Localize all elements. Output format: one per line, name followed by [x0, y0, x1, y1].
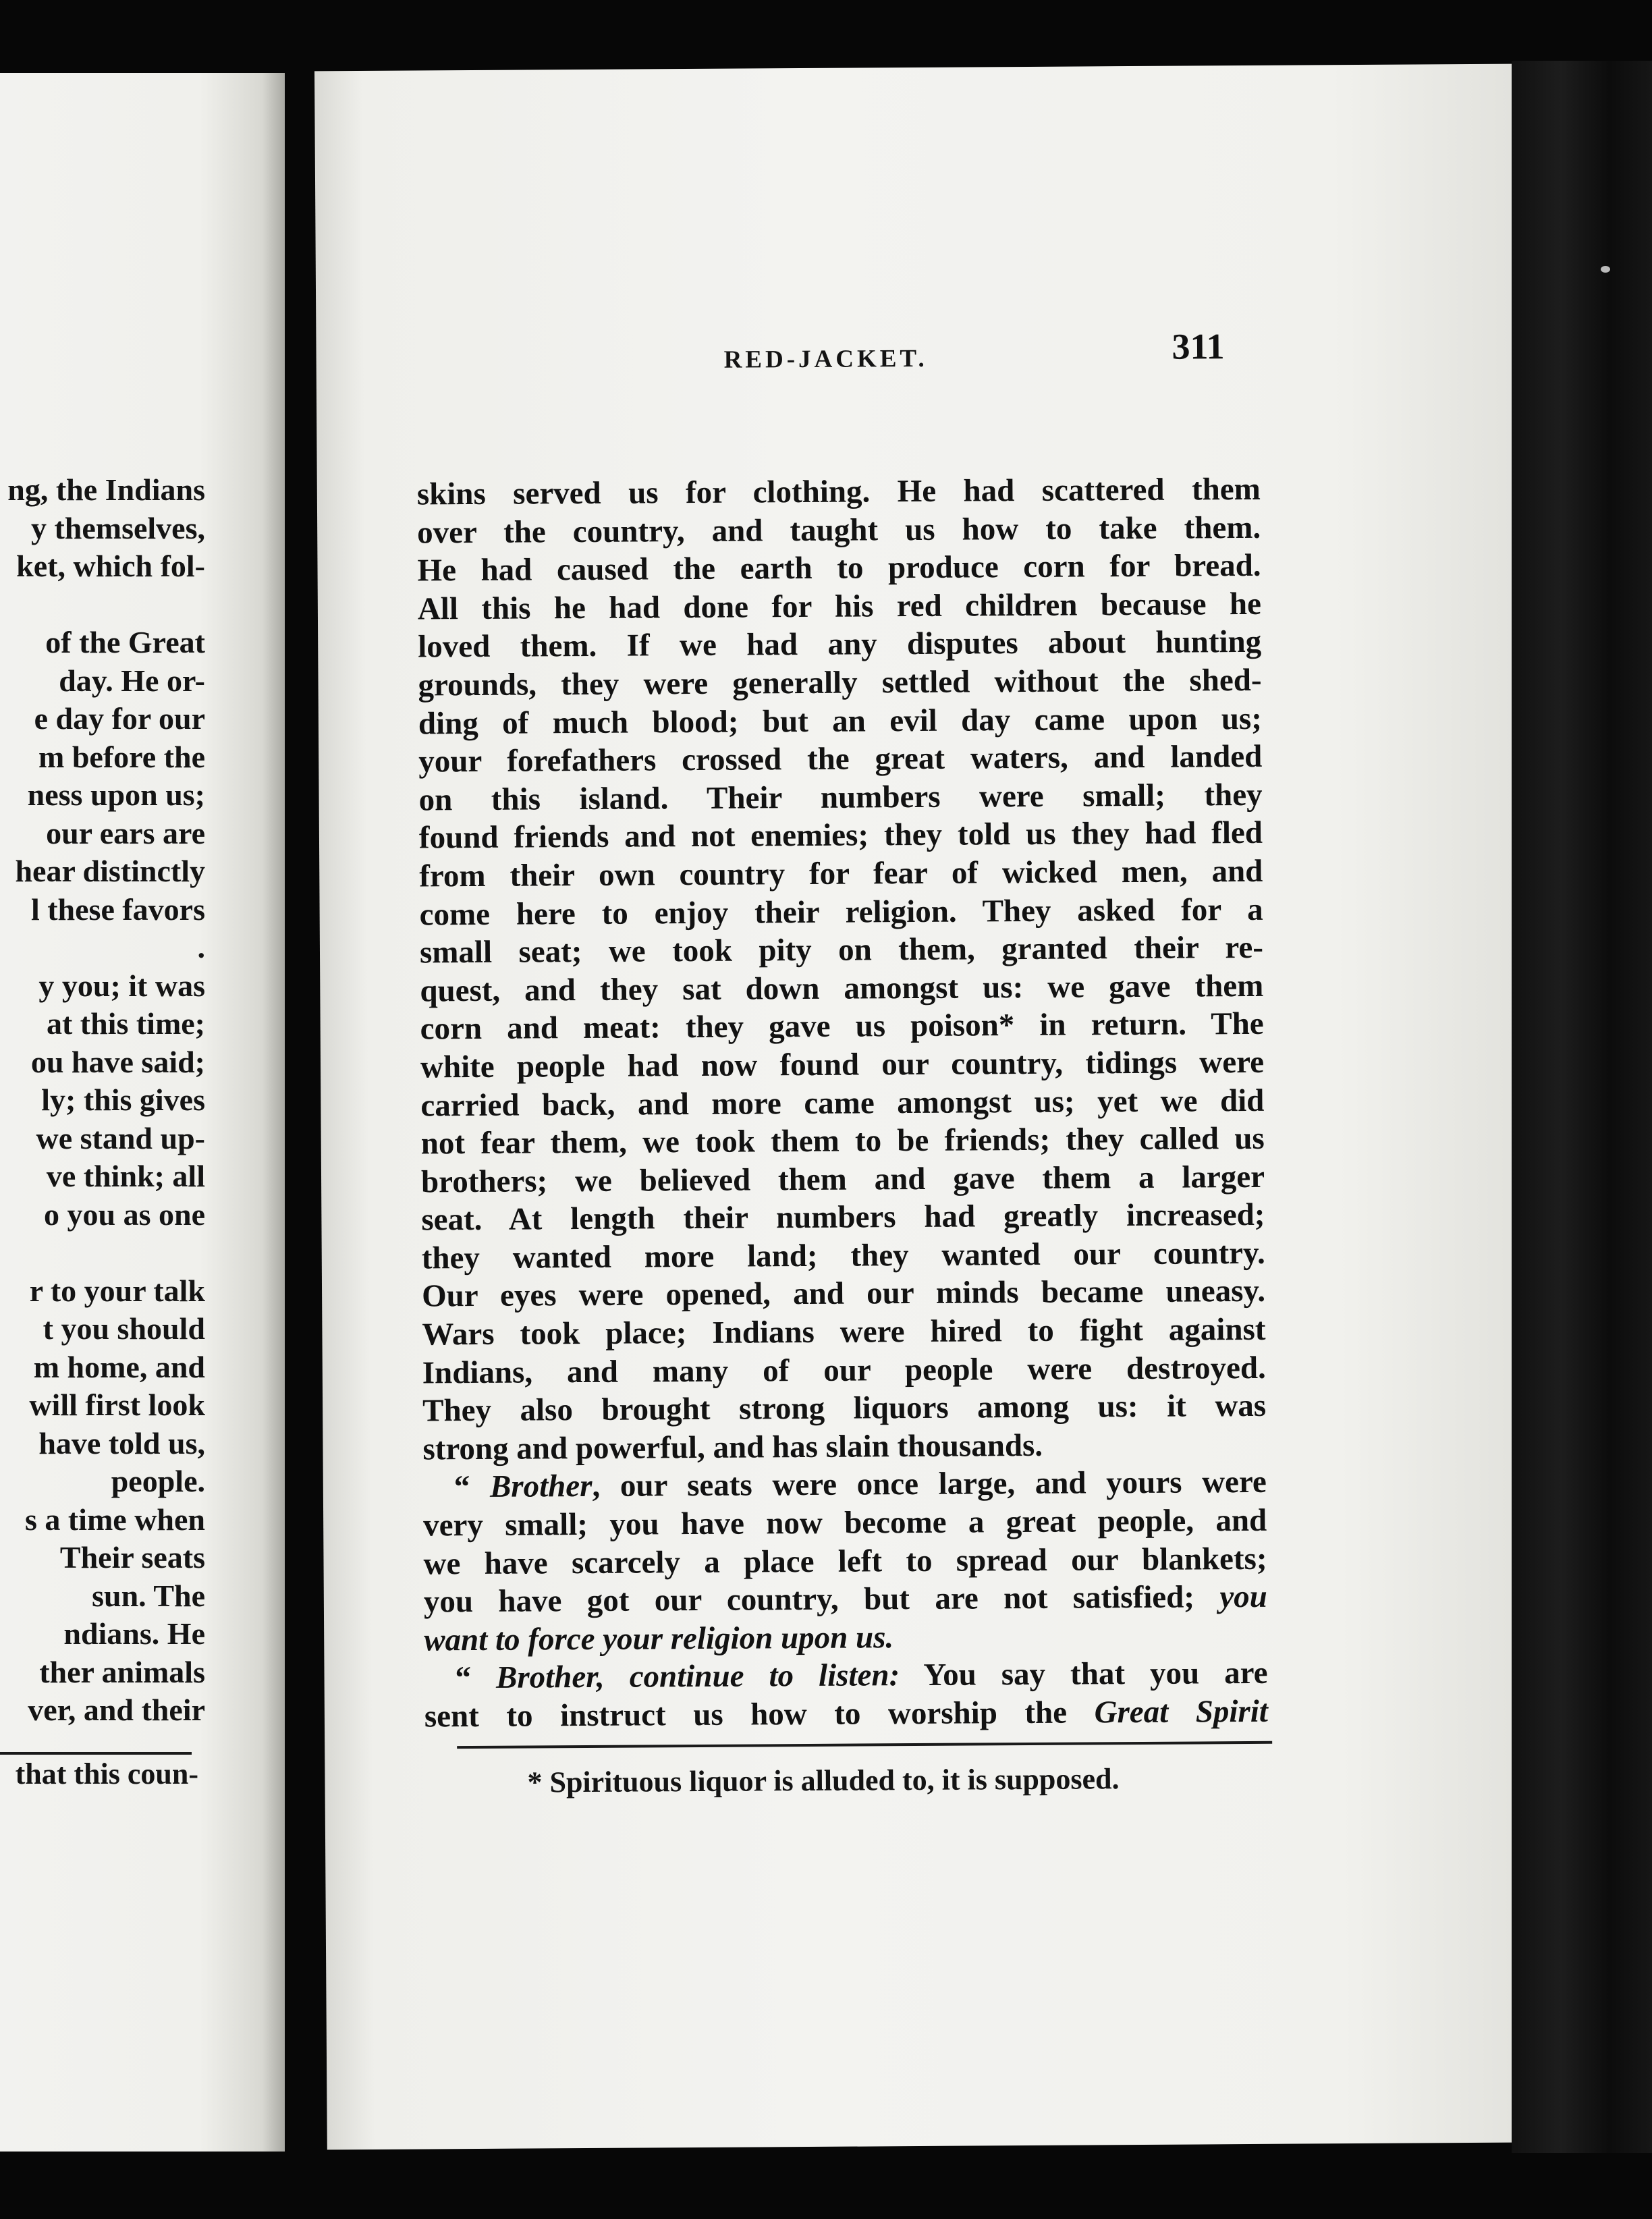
- left-page-line: .: [197, 930, 205, 964]
- text-segment: over the country, and taught us how to take them.: [417, 510, 1261, 551]
- text-segment: “: [455, 1660, 497, 1696]
- running-head: RED-JACKET.: [723, 344, 928, 374]
- text-line: [420, 1043, 1264, 1087]
- left-page-line: ver, and their: [28, 1693, 205, 1727]
- text-line: [423, 1463, 1267, 1506]
- left-page-line: have told us,: [38, 1425, 205, 1460]
- text-segment: from their own country for fear of wicked men, and: [419, 853, 1263, 894]
- text-line: [420, 929, 1263, 972]
- text-line: [423, 1539, 1267, 1583]
- text-line: [419, 852, 1263, 896]
- left-page-text: [0, 471, 205, 1730]
- book-binding-edge: [1512, 61, 1652, 2153]
- text-segment: loved them. If we had any disputes about hunting: [418, 624, 1262, 665]
- dust-speck: [1601, 266, 1610, 273]
- italic-text: Great Spirit: [1094, 1693, 1269, 1730]
- left-page-line: hear distinctly: [15, 854, 205, 888]
- left-page-line: people.: [111, 1464, 205, 1498]
- text-line: [424, 1654, 1267, 1697]
- left-page-line: m home, and: [33, 1349, 205, 1384]
- text-line: [418, 699, 1262, 742]
- text-segment: white people had now found our country, tidings were: [420, 1044, 1265, 1085]
- left-page-line: of the Great: [45, 625, 205, 659]
- text-line: [417, 547, 1261, 590]
- text-segment: strong and powerful, and has slain thousands.: [422, 1427, 1043, 1467]
- left-page-line: ve think; all: [46, 1159, 205, 1193]
- left-page-line: sun. The: [92, 1578, 205, 1613]
- italic-text: you: [1219, 1579, 1268, 1615]
- text-segment: small seat; we took pity on them, granted their re-: [419, 929, 1264, 970]
- body-text: [417, 470, 1268, 1736]
- text-segment: found friends and not enemies; they told us they had fled: [418, 815, 1263, 856]
- text-segment: we have scarcely a place left to spread our blankets;: [423, 1541, 1267, 1582]
- italic-text: want to force your religion upon us.: [424, 1620, 894, 1658]
- left-page-line: ther animals: [39, 1654, 205, 1689]
- text-line: [422, 1425, 1266, 1469]
- text-line: [422, 1348, 1266, 1392]
- left-page-line: m before the: [38, 739, 205, 774]
- left-page-line: r to your talk: [29, 1273, 205, 1308]
- text-segment: very small; you have now become a great people, and: [423, 1502, 1267, 1543]
- left-footnote-text: that this coun-: [15, 1757, 198, 1790]
- text-segment: they wanted more land; they wanted our country.: [421, 1235, 1265, 1276]
- text-segment: you have got our country, but are not satisfied;: [423, 1579, 1220, 1620]
- text-segment: He had caused the earth to produce corn for bread.: [417, 548, 1261, 588]
- left-page-line: at this time;: [46, 1006, 205, 1041]
- left-page-line: ng, the Indians: [7, 472, 205, 507]
- text-segment: skins served us for clothing. He had scattered them: [416, 471, 1261, 512]
- text-line: [420, 1081, 1264, 1124]
- text-segment: come here to enjoy their religion. They asked for a: [419, 892, 1263, 933]
- text-segment: seat. At length their numbers had greatly increased;: [421, 1197, 1265, 1238]
- text-segment: Our eyes were opened, and our minds became uneasy.: [421, 1273, 1266, 1314]
- text-line: [417, 508, 1261, 551]
- left-page-line: will first look: [29, 1388, 205, 1422]
- left-page-line: ndians. He: [63, 1616, 205, 1651]
- left-facing-page: [0, 73, 285, 2152]
- text-line: [424, 1578, 1267, 1621]
- text-line: [422, 1234, 1265, 1278]
- text-segment: ding of much blood; but an evil day came upon us;: [418, 701, 1263, 742]
- text-segment: carried back, and more came amongst us; yet we did: [420, 1083, 1265, 1123]
- left-footnote-rule: [0, 1752, 192, 1755]
- text-line: [420, 1005, 1264, 1048]
- left-page-line: y themselves,: [30, 510, 205, 545]
- page-number: 311: [1172, 326, 1225, 367]
- text-segment: , our seats were once large, and yours were: [592, 1464, 1267, 1504]
- text-line: [418, 776, 1262, 819]
- text-line: [422, 1387, 1266, 1430]
- left-page-line: day. He or-: [59, 663, 205, 698]
- text-segment: All this he had done for his red children because he: [417, 586, 1262, 627]
- text-segment: You say that you are: [900, 1655, 1268, 1693]
- text-segment: brothers; we believed them and gave them a larger: [420, 1159, 1265, 1200]
- text-line: [420, 967, 1263, 1010]
- left-page-line: Their seats: [59, 1540, 205, 1574]
- italic-text: Brother, continue to listen:: [495, 1658, 900, 1696]
- text-segment: Wars took place; Indians were hired to fight against: [422, 1311, 1266, 1352]
- footnote: * Spirituous liquor is alluded to, it is supposed.: [527, 1762, 1120, 1799]
- left-page-line: y you; it was: [38, 968, 205, 1003]
- text-line: [421, 1158, 1265, 1201]
- text-segment: grounds, they were generally settled without the shed-: [418, 662, 1262, 703]
- left-page-line: ou have said;: [30, 1044, 205, 1079]
- text-segment: not fear them, we took them to be friends; they called us: [420, 1120, 1265, 1161]
- text-line: [421, 1120, 1265, 1163]
- left-page-line: s a time when: [24, 1502, 205, 1537]
- text-segment: “: [453, 1469, 491, 1505]
- text-segment: sent to instruct us how to worship the: [424, 1695, 1095, 1734]
- left-page-line: our ears are: [46, 815, 205, 850]
- left-page-line: o you as one: [44, 1197, 205, 1232]
- left-page-line: l these favors: [30, 892, 205, 927]
- text-line: [418, 585, 1261, 628]
- left-page-line: ly; this gives: [41, 1083, 205, 1117]
- left-page-line: e day for our: [34, 701, 205, 736]
- text-segment: your forefathers crossed the great waters, and landed: [418, 739, 1263, 779]
- text-line: [419, 814, 1263, 857]
- text-line: [417, 470, 1261, 514]
- text-line: [422, 1311, 1265, 1354]
- text-segment: Indians, and many of our people were destroyed.: [422, 1350, 1266, 1391]
- text-line: [418, 661, 1261, 705]
- text-line: [422, 1272, 1265, 1315]
- left-page-line: [0, 1234, 205, 1272]
- text-line: [418, 623, 1261, 666]
- text-segment: quest, and they sat down amongst us: we gave them: [420, 968, 1264, 1009]
- text-line: [419, 890, 1263, 933]
- left-page-line: [0, 586, 205, 624]
- text-line: [424, 1693, 1268, 1736]
- left-page-line: t you should: [43, 1311, 205, 1346]
- left-page-line: ket, which fol-: [16, 549, 205, 583]
- text-line: [423, 1502, 1267, 1545]
- left-page-line: we stand up-: [36, 1120, 205, 1155]
- text-segment: corn and meat: they gave us poison* in return. The: [420, 1006, 1264, 1047]
- text-segment: on this island. Their numbers were small; they: [418, 777, 1263, 818]
- left-page-line: ness upon us;: [27, 777, 205, 812]
- text-segment: They also brought strong liquors among us: it was: [422, 1388, 1267, 1429]
- text-line: [424, 1616, 1267, 1660]
- italic-text: Brother: [489, 1469, 593, 1505]
- text-line: [418, 738, 1262, 781]
- text-line: [421, 1196, 1265, 1239]
- main-page: [314, 64, 1524, 2150]
